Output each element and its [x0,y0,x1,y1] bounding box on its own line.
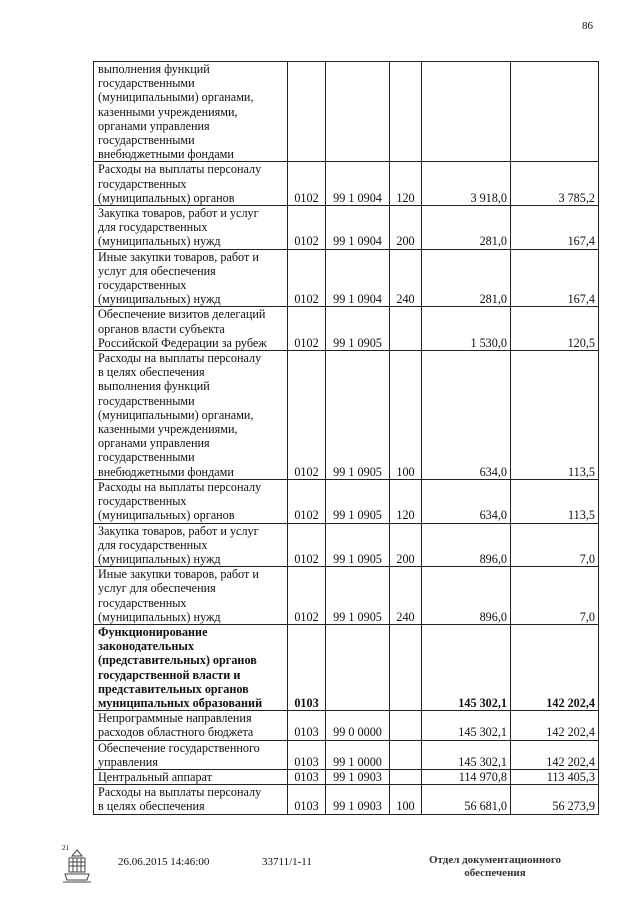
cell-target-article [326,206,390,250]
cell-expense-type [390,249,422,307]
cell-section-code-text: 0103 [294,725,319,740]
cell-target-article [326,769,390,784]
cell-expense-type [390,479,422,523]
cell-name [94,624,288,710]
table-row [94,62,599,162]
cell-executed-amount [511,307,599,351]
cell-name-text: Расходы на выплаты персоналу государственных (муниципальных) органов [98,479,262,523]
cell-expense-type [390,62,422,162]
cell-section-code [288,769,326,784]
cell-expense-type-text: 200 [396,234,415,249]
cell-executed-amount-text: 7,0 [579,609,595,624]
cell-approved-amount-text: 634,0 [479,464,507,479]
cell-expense-type [390,567,422,625]
cell-approved-amount [422,711,511,740]
table-row [94,479,599,523]
cell-section-code [288,740,326,769]
cell-name [94,523,288,567]
table-row [94,523,599,567]
cell-executed-amount [511,740,599,769]
cell-approved-amount [422,567,511,625]
cell-target-article [326,62,390,162]
cell-name-text: Непрограммные направления расходов областного бюджета [98,711,254,740]
cell-executed-amount-text: 56 273,9 [552,799,595,814]
cell-section-code [288,785,326,814]
cell-expense-type [390,307,422,351]
cell-target-article [326,523,390,567]
cell-expense-type-text: 100 [396,799,415,814]
cell-executed-amount-text: 3 785,2 [558,190,595,205]
cell-name-text: Иные закупки товаров, работ и услуг для обеспечения государственных (муниципальных) нужд [98,249,259,307]
cell-section-code-text: 0102 [294,551,319,566]
cell-name-text: Закупка товаров, работ и услуг для государственных (муниципальных) нужд [98,523,259,566]
cell-approved-amount-text: 281,0 [479,292,507,307]
cell-executed-amount-text: 142 202,4 [546,754,595,769]
cell-target-article [326,624,390,710]
table-row [94,567,599,625]
cell-target-article-text: 99 1 0905 [333,335,382,350]
cell-executed-amount-text: 7,0 [579,551,595,566]
cell-name [94,711,288,740]
cell-approved-amount-text: 634,0 [479,508,507,523]
cell-name-text: Обеспечение государственного управления [98,740,260,769]
cell-target-article-text: 99 1 0903 [333,769,382,784]
cell-approved-amount [422,479,511,523]
cell-approved-amount [422,351,511,480]
cell-section-code [288,624,326,710]
cell-executed-amount-text: 167,4 [567,292,595,307]
cell-target-article-text: 99 1 0905 [333,609,382,624]
cell-target-article-text: 99 1 0904 [333,190,382,205]
cell-name-text: Расходы на выплаты персоналу государственных (муниципальных) органов [98,162,262,205]
cell-approved-amount [422,162,511,206]
table-row [94,711,599,740]
cell-executed-amount [511,567,599,625]
cell-approved-amount-text: 145 302,1 [458,695,507,710]
cell-section-code-text: 0103 [294,695,319,710]
cell-executed-amount-text: 167,4 [567,234,595,249]
cell-section-code [288,162,326,206]
cell-approved-amount [422,624,511,710]
cell-target-article-text: 99 1 0905 [333,508,382,523]
cell-approved-amount-text: 145 302,1 [458,725,507,740]
cell-expense-type [390,769,422,784]
cell-section-code [288,351,326,480]
cell-name [94,567,288,625]
table-row [94,785,599,814]
cell-approved-amount-text: 1 530,0 [470,335,507,350]
cell-section-code [288,249,326,307]
cell-target-article [326,249,390,307]
table-row [94,740,599,769]
cell-section-code [288,711,326,740]
cell-section-code-text: 0103 [294,754,319,769]
cell-section-code [288,206,326,250]
cell-name [94,785,288,814]
cell-expense-type-text: 240 [396,609,415,624]
emblem-number: 21 [62,844,69,852]
budget-table-body [94,62,599,815]
page-number: 86 [582,20,593,32]
cell-target-article-text: 99 1 0904 [333,292,382,307]
cell-expense-type-text: 100 [396,464,415,479]
cell-approved-amount [422,206,511,250]
cell-name-text: Обеспечение визитов делегаций органов власти субъекта Российской Федерации за рубеж [98,307,267,350]
cell-name-text: Функционирование законодательных (представительных) органов государственной власти и представительных органов муниципальных образований [98,624,263,710]
table-row [94,307,599,351]
cell-name-text: Расходы на выплаты персоналу в целях обеспечения выполнения функций государственными (муниципальными) органами, казенными учреждениями, органами управления государственными внебюджетными фондами [98,351,262,479]
cell-executed-amount [511,351,599,480]
cell-section-code-text: 0102 [294,335,319,350]
cell-approved-amount [422,785,511,814]
cell-name [94,740,288,769]
cell-executed-amount [511,249,599,307]
cell-target-article-text: 99 0 0000 [333,725,382,740]
cell-approved-amount [422,62,511,162]
cell-executed-amount-text: 113 405,3 [546,769,595,784]
cell-name-text: Иные закупки товаров, работ и услуг для обеспечения государственных (муниципальных) нужд [98,567,259,624]
cell-expense-type [390,740,422,769]
cell-name [94,479,288,523]
cell-approved-amount-text: 896,0 [479,609,507,624]
cell-approved-amount-text: 145 302,1 [458,754,507,769]
cell-executed-amount [511,523,599,567]
cell-executed-amount-text: 113,5 [568,508,595,523]
cell-name [94,162,288,206]
cell-target-article [326,740,390,769]
cell-approved-amount-text: 114 970,8 [458,769,507,784]
cell-expense-type-text: 120 [396,508,415,523]
cell-name [94,249,288,307]
footer-doc-number: 33711/1-11 [262,856,312,868]
cell-target-article [326,162,390,206]
cell-target-article [326,785,390,814]
cell-executed-amount [511,711,599,740]
footer-datetime: 26.06.2015 14:46:00 [118,856,210,868]
cell-target-article-text: 99 1 0904 [333,234,382,249]
cell-expense-type [390,162,422,206]
cell-target-article-text: 99 1 0903 [333,799,382,814]
cell-expense-type-text: 200 [396,551,415,566]
table-row [94,769,599,784]
cell-target-article [326,351,390,480]
cell-approved-amount-text: 3 918,0 [470,190,507,205]
cell-executed-amount [511,479,599,523]
cell-executed-amount [511,624,599,710]
cell-approved-amount [422,523,511,567]
cell-executed-amount-text: 142 202,4 [546,725,595,740]
cell-expense-type-text: 240 [396,292,415,307]
cell-expense-type [390,523,422,567]
table-row [94,206,599,250]
cell-target-article-text: 99 1 0000 [333,754,382,769]
cell-target-article-text: 99 1 0905 [333,551,382,566]
cell-expense-type [390,351,422,480]
cell-approved-amount [422,307,511,351]
cell-approved-amount [422,740,511,769]
cell-name [94,62,288,162]
cell-section-code [288,567,326,625]
cell-executed-amount-text: 142 202,4 [546,695,595,710]
cell-name-text: Закупка товаров, работ и услуг для государственных (муниципальных) нужд [98,206,259,249]
cell-expense-type [390,624,422,710]
cell-approved-amount [422,769,511,784]
cell-section-code-text: 0102 [294,508,319,523]
cell-executed-amount-text: 120,5 [567,335,595,350]
table-row [94,624,599,710]
cell-target-article [326,307,390,351]
cell-approved-amount [422,249,511,307]
budget-table [93,61,599,815]
cell-target-article [326,567,390,625]
cell-section-code-text: 0102 [294,292,319,307]
cell-name [94,351,288,480]
cell-section-code [288,523,326,567]
cell-section-code-text: 0103 [294,799,319,814]
cell-executed-amount [511,769,599,784]
cell-section-code-text: 0102 [294,609,319,624]
cell-section-code [288,307,326,351]
cell-name-text: Центральный аппарат [98,769,212,784]
cell-executed-amount [511,785,599,814]
cell-executed-amount-text: 113,5 [568,464,595,479]
cell-name-text: Расходы на выплаты персоналу в целях обеспечения [98,785,262,814]
cell-target-article-text: 99 1 0905 [333,464,382,479]
cell-target-article [326,479,390,523]
cell-executed-amount [511,162,599,206]
table-row [94,351,599,480]
cell-name-text: выполнения функций государственными (муниципальными) органами, казенными учреждениями, органами управления государственными внебюджетными фондами [98,62,254,162]
cell-expense-type-text: 120 [396,190,415,205]
footer-department: Отдел документационного обеспечения [428,854,562,879]
cell-expense-type [390,206,422,250]
table-row [94,162,599,206]
cell-section-code [288,479,326,523]
cell-name [94,206,288,250]
emblem-icon [60,846,94,886]
cell-approved-amount-text: 281,0 [479,234,507,249]
page-footer [0,844,640,892]
cell-target-article [326,711,390,740]
cell-approved-amount-text: 56 681,0 [464,799,507,814]
cell-expense-type [390,711,422,740]
cell-name [94,769,288,784]
cell-approved-amount-text: 896,0 [479,551,507,566]
cell-section-code-text: 0103 [294,769,319,784]
cell-section-code-text: 0102 [294,190,319,205]
cell-section-code [288,62,326,162]
table-row [94,249,599,307]
cell-section-code-text: 0102 [294,464,319,479]
cell-section-code-text: 0102 [294,234,319,249]
cell-executed-amount [511,206,599,250]
cell-executed-amount [511,62,599,162]
cell-expense-type [390,785,422,814]
cell-name [94,307,288,351]
